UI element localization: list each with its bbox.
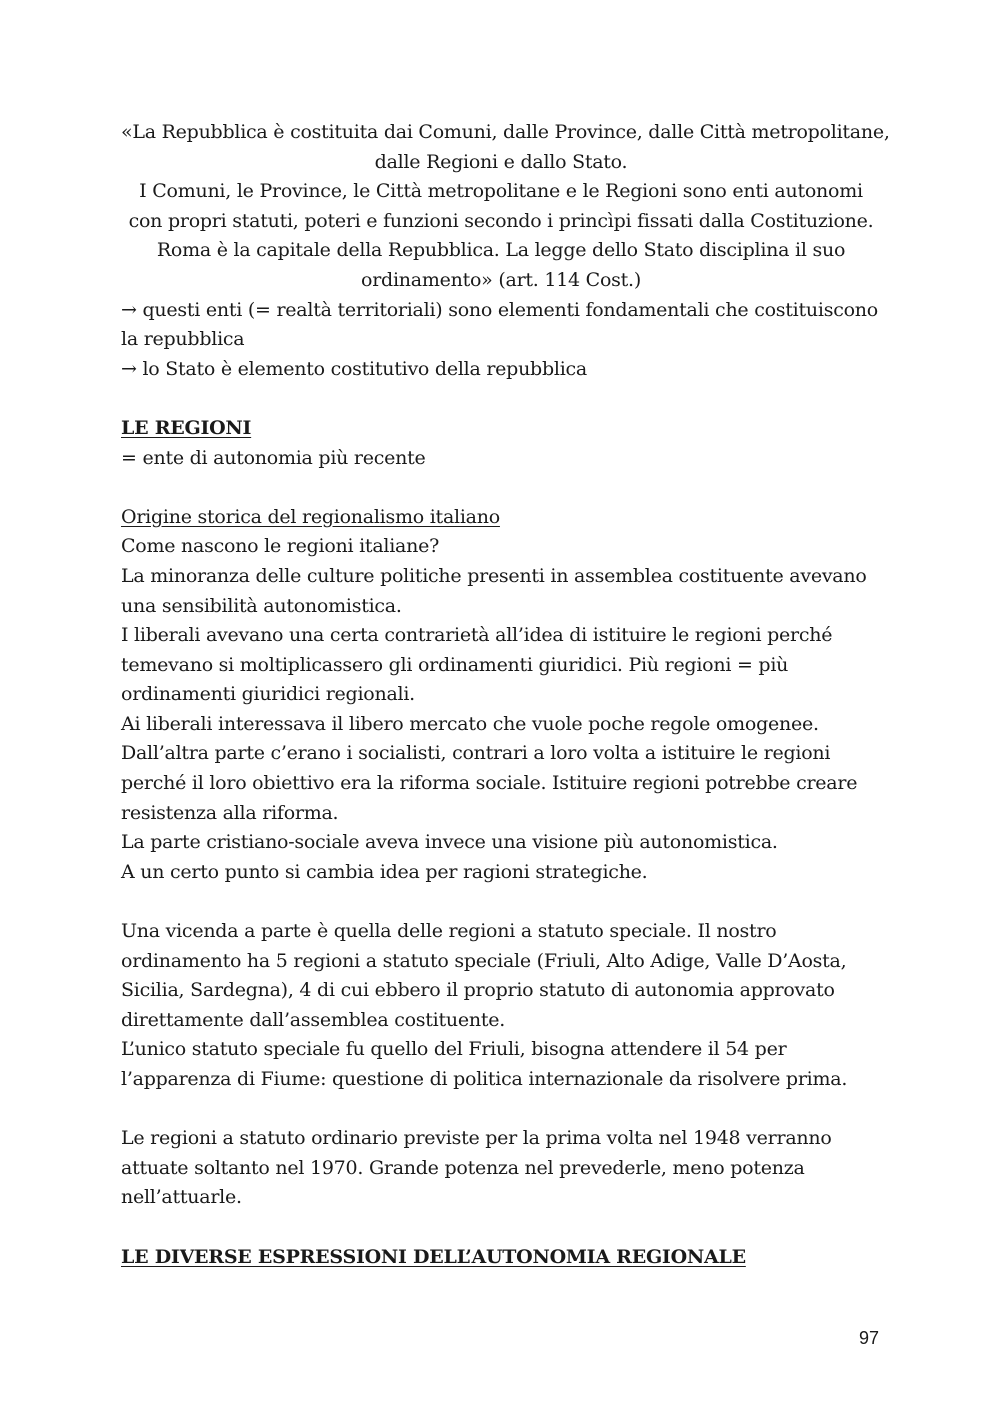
body-line: Una vicenda a parte è quella delle regioni a statuto speciale. Il nostro [121, 920, 777, 943]
quote-line: ordinamento» (art. 114 Cost.) [361, 268, 641, 291]
notes-block [121, 296, 881, 385]
body-line: resistenza alla riforma. [121, 801, 339, 824]
body-line: Ai liberali interessava il libero mercato che vuole poche regole omogenee. [121, 712, 819, 735]
body-line: L’unico statuto speciale fu quello del Friuli, bisogna attendere il 54 per [121, 1038, 787, 1061]
body-line: La minoranza delle culture politiche presenti in assemblea costituente avevano [121, 564, 867, 587]
body-line: nell’attuarle. [121, 1186, 242, 1209]
body-line: attuate soltanto nel 1970. Grande potenza nel prevederle, meno potenza [121, 1156, 805, 1179]
section-definition: = ente di autonomia più recente [121, 446, 426, 469]
body-line: Dall’altra parte c’erano i socialisti, contrari a loro volta a istituire le regioni [121, 742, 831, 765]
special-statute-paragraph [121, 917, 881, 1095]
body-line: A un certo punto si cambia idea per ragioni strategiche. [121, 860, 648, 883]
spacer [121, 1095, 881, 1125]
spacer [121, 1213, 881, 1243]
ordinary-statute-paragraph [121, 1124, 881, 1213]
body-line: ordinamenti giuridici regionali. [121, 683, 415, 706]
quote-line: «La Repubblica è costituita dai Comuni, dalle Province, dalle Città metropolitane, [121, 121, 890, 143]
page-number: 97 [858, 1328, 879, 1348]
body-line: I liberali avevano una certa contrarietà all’idea di istituire le regioni perché [121, 624, 833, 647]
body-line: La parte cristiano-sociale aveva invece una visione più autonomistica. [121, 831, 778, 854]
body-line: Sicilia, Sardegna), 4 di cui ebbero il proprio statuto di autonomia approvato [121, 979, 835, 1002]
body-line: temevano si moltiplicassero gli ordinamenti giuridici. Più regioni = più [121, 653, 789, 676]
quote-line: con propri statuti, poteri e funzioni secondo i princìpi fissati dalla Costituzione. [128, 209, 874, 232]
body-line: l’apparenza di Fiume: questione di politica internazionale da risolvere prima. [121, 1068, 848, 1090]
subsection-heading-origine: Origine storica del regionalismo italiano [121, 505, 500, 528]
constitution-quote [121, 118, 890, 296]
quote-line: I Comuni, le Province, le Città metropolitane e le Regioni sono enti autonomi [139, 180, 863, 203]
spacer [121, 473, 881, 503]
body-line: direttamente dall’assemblea costituente. [121, 1008, 506, 1031]
note-line: la repubblica [121, 328, 245, 351]
origine-paragraph [121, 532, 881, 887]
spacer [121, 887, 881, 917]
body-line: Le regioni a statuto ordinario previste per la prima volta nel 1948 verranno [121, 1127, 832, 1150]
spacer [121, 384, 881, 414]
quote-line: dalle Regioni e dallo Stato. [374, 150, 628, 173]
body-line: ordinamento ha 5 regioni a statuto speciale (Friuli, Alto Adige, Valle D’Aosta, [121, 949, 847, 972]
section-heading-autonomia: LE DIVERSE ESPRESSIONI DELL’AUTONOMIA REGIONALE [121, 1245, 746, 1268]
body-line: perché il loro obiettivo era la riforma sociale. Istituire regioni potrebbe creare [121, 772, 858, 795]
note-line: → lo Stato è elemento costitutivo della repubblica [121, 357, 588, 380]
note-line: → questi enti (= realtà territoriali) sono elementi fondamentali che costituiscono [121, 298, 878, 321]
section-heading-regioni: LE REGIONI [121, 416, 252, 439]
document-page [121, 118, 890, 1272]
quote-line: Roma è la capitale della Repubblica. La legge dello Stato disciplina il suo [156, 239, 846, 262]
body-line: una sensibilità autonomistica. [121, 594, 402, 617]
body-line: Come nascono le regioni italiane? [121, 535, 440, 558]
